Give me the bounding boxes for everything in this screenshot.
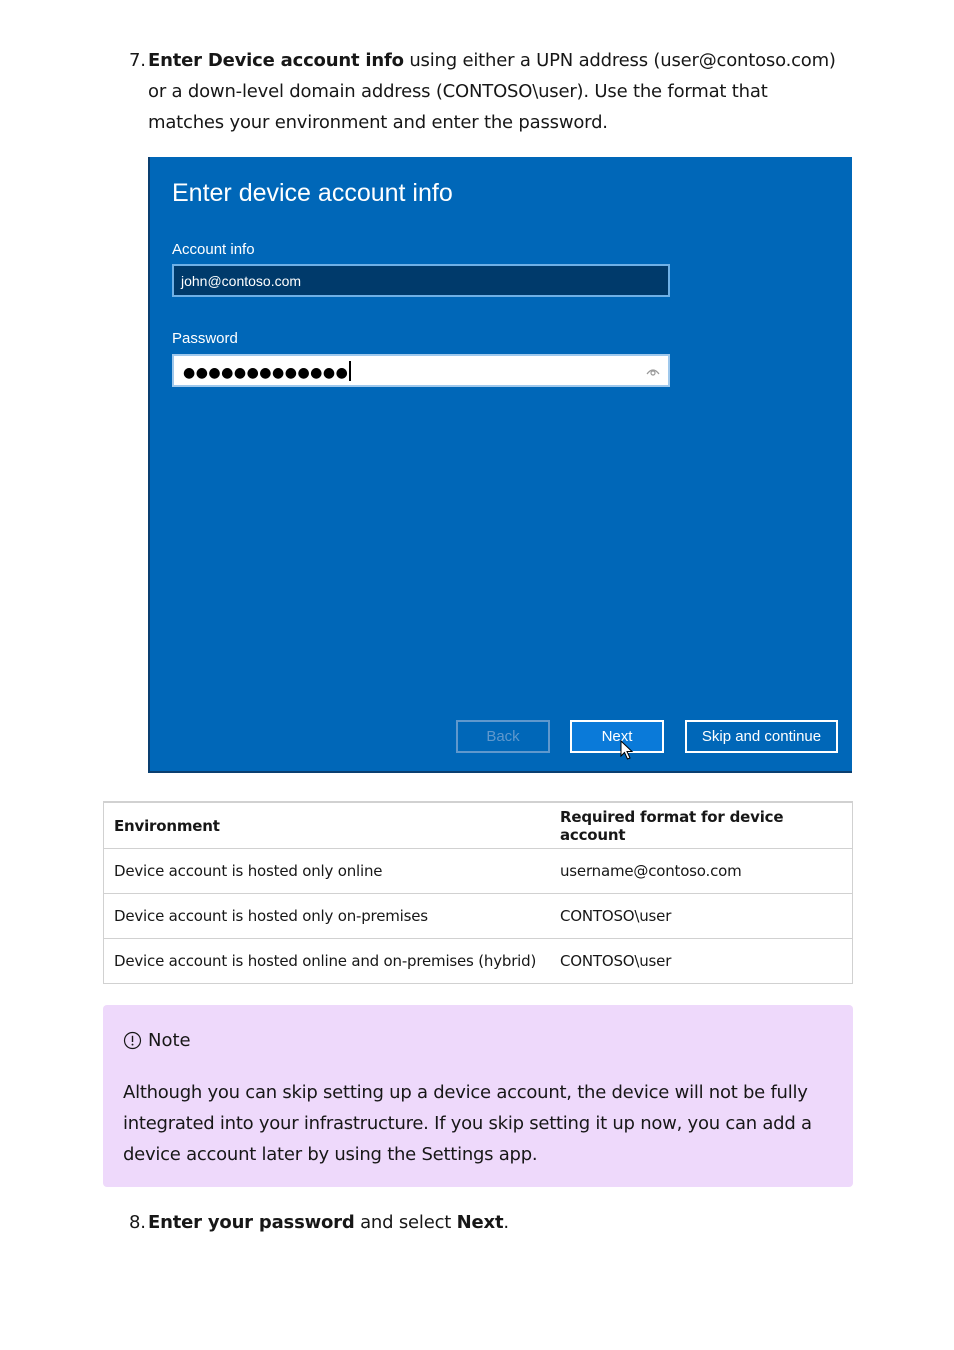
step-rest: using either a UPN address (user@contoso.com) or a down-level domain address (CONTOSO\user). Use the format that matches your environment and enter the password. [148,50,836,133]
table-cell: username@contoso.com [550,849,853,894]
next-button[interactable]: Next [570,720,664,753]
table-cell: CONTOSO\user [550,939,853,984]
dialog-title: Enter device account info [172,179,453,207]
step-text [129,45,849,138]
password-label: Password [172,330,238,347]
device-account-dialog-screenshot [148,157,852,773]
step-number: 7. [129,50,146,71]
step-bold: Enter your password [148,1212,355,1233]
back-button[interactable]: Back [456,720,550,753]
step-bold: Enter Device account info [148,50,404,71]
table-header: Environment [104,802,551,849]
step-8 [129,1207,849,1238]
step-end: . [503,1212,509,1233]
reveal-password-eye-icon[interactable] [646,364,660,380]
table-cell: Device account is hosted online and on-premises (hybrid) [104,939,551,984]
mouse-pointer-icon [620,740,634,765]
table-row [104,849,853,894]
table-row [104,939,853,984]
info-circle-icon [123,1031,142,1050]
table-header-row [104,802,853,849]
step-bold: Next [456,1212,504,1233]
note-body: Although you can skip setting up a device account, the device will not be fully integrated into your infrastructure. If you skip setting it up now, you can add a device account later by using the Settings app. [123,1082,812,1165]
table-header: Required format for device account [550,802,853,849]
step-7 [129,45,849,138]
note-callout [103,1005,853,1187]
table-cell: Device account is hosted only online [104,849,551,894]
account-format-table [103,801,853,984]
account-info-label: Account info [172,241,255,258]
step-mid: and select [354,1212,457,1233]
step-text [129,1207,849,1238]
note-header [123,1027,833,1053]
table-cell: Device account is hosted only on-premises [104,894,551,939]
password-value: ●●●●●●●●●●●●● [183,365,349,381]
step-number: 8. [129,1212,146,1233]
account-info-input[interactable]: john@contoso.com [172,264,670,297]
note-title: Note [148,1029,191,1051]
table-row [104,894,853,939]
password-input[interactable] [172,354,670,387]
skip-and-continue-button[interactable]: Skip and continue [685,720,838,753]
text-caret [349,361,351,381]
table-cell: CONTOSO\user [550,894,853,939]
